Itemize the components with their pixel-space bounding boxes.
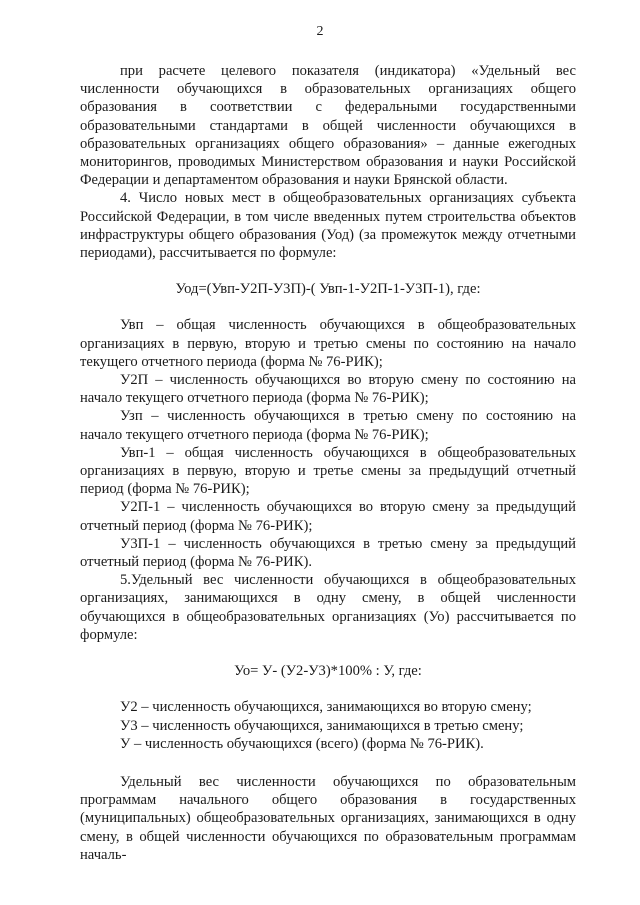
formula-single-shift: Уо= У- (У2-У3)*100% : У, где: [234,663,422,680]
definition-u-total: У – численность обучающихся (всего) (форма № 76-РИК). [120,735,484,752]
formula-new-places: Уод=(Увп-У2П-У3П)-( Увп-1-У2П-1-У3П-1), где: [175,281,481,298]
definition-u2: У2 – численность обучающихся, занимающихся во вторую смену; [120,699,532,716]
definition-uvp: Увп – общая численность обучающихся в общеобразовательных организациях в первую, вторую и третью смены по состоянию на начало текущего отчетного периода (форма № 76-РИК); [80,317,576,370]
definition-u3: У3 – численность обучающихся, занимающихся в третью смену; [120,717,524,734]
paragraph-new-places: 4. Число новых мест в общеобразовательных организациях субъекта Российской Федерации, в том числе введенных путем строительства объектов инфраструктуры общего образования (Уод) (за промежуток между отчетными периодами), рассчитывается по формуле: [80,190,576,262]
definition-u2p: У2П – численность обучающихся во вторую смену по состоянию на начало текущего отчетного периода (форма № 76-РИК); [80,372,576,407]
definition-uvp-1: Увп-1 – общая численность обучающихся в общеобразовательных организациях в первую, вторую и третье смены за предыдущий отчетный период (форма № 76-РИК); [80,444,576,498]
document-body [80,62,576,864]
paragraph-indicator-source: при расчете целевого показателя (индикатора) «Удельный вес численности обучающихся в образовательных организациях общего образования в соответствии с федеральными государственными образовательными стандартами в общей численности обучающихся в образовательных организациях общего образования» – данные ежегодных мониторингов, проводимых Министерством образования и науки Российской Федерации и департаментом образования и науки Брянской области. [80,63,576,189]
definition-u3p-1: У3П-1 – численность обучающихся в третью смену за предыдущий отчетный период (форма № 76-РИК). [80,535,576,571]
page-number: 2 [316,24,324,39]
definition-u2p-1: У2П-1 – численность обучающихся во вторую смену за предыдущий отчетный период (форма № 76-РИК); [80,499,576,534]
paragraph-primary-education-share: Удельный вес численности обучающихся по образовательным программам начального общего образования в государственных (муниципальных) общеобразовательных организациях, занимающихся в одну смену, в общей численности обучающихся по образовательным программам началь- [80,773,576,863]
paragraph-single-shift: 5.Удельный вес численности обучающихся в общеобразовательных организациях, занимающихся в одну смену, в общей численности обучающихся в общеобразовательных организациях (Уо) рассчитывается по формуле: [80,572,576,643]
definition-u3p: Узп – численность обучающихся в третью смену по состоянию на начало текущего отчетного периода (форма № 76-РИК); [80,408,576,443]
